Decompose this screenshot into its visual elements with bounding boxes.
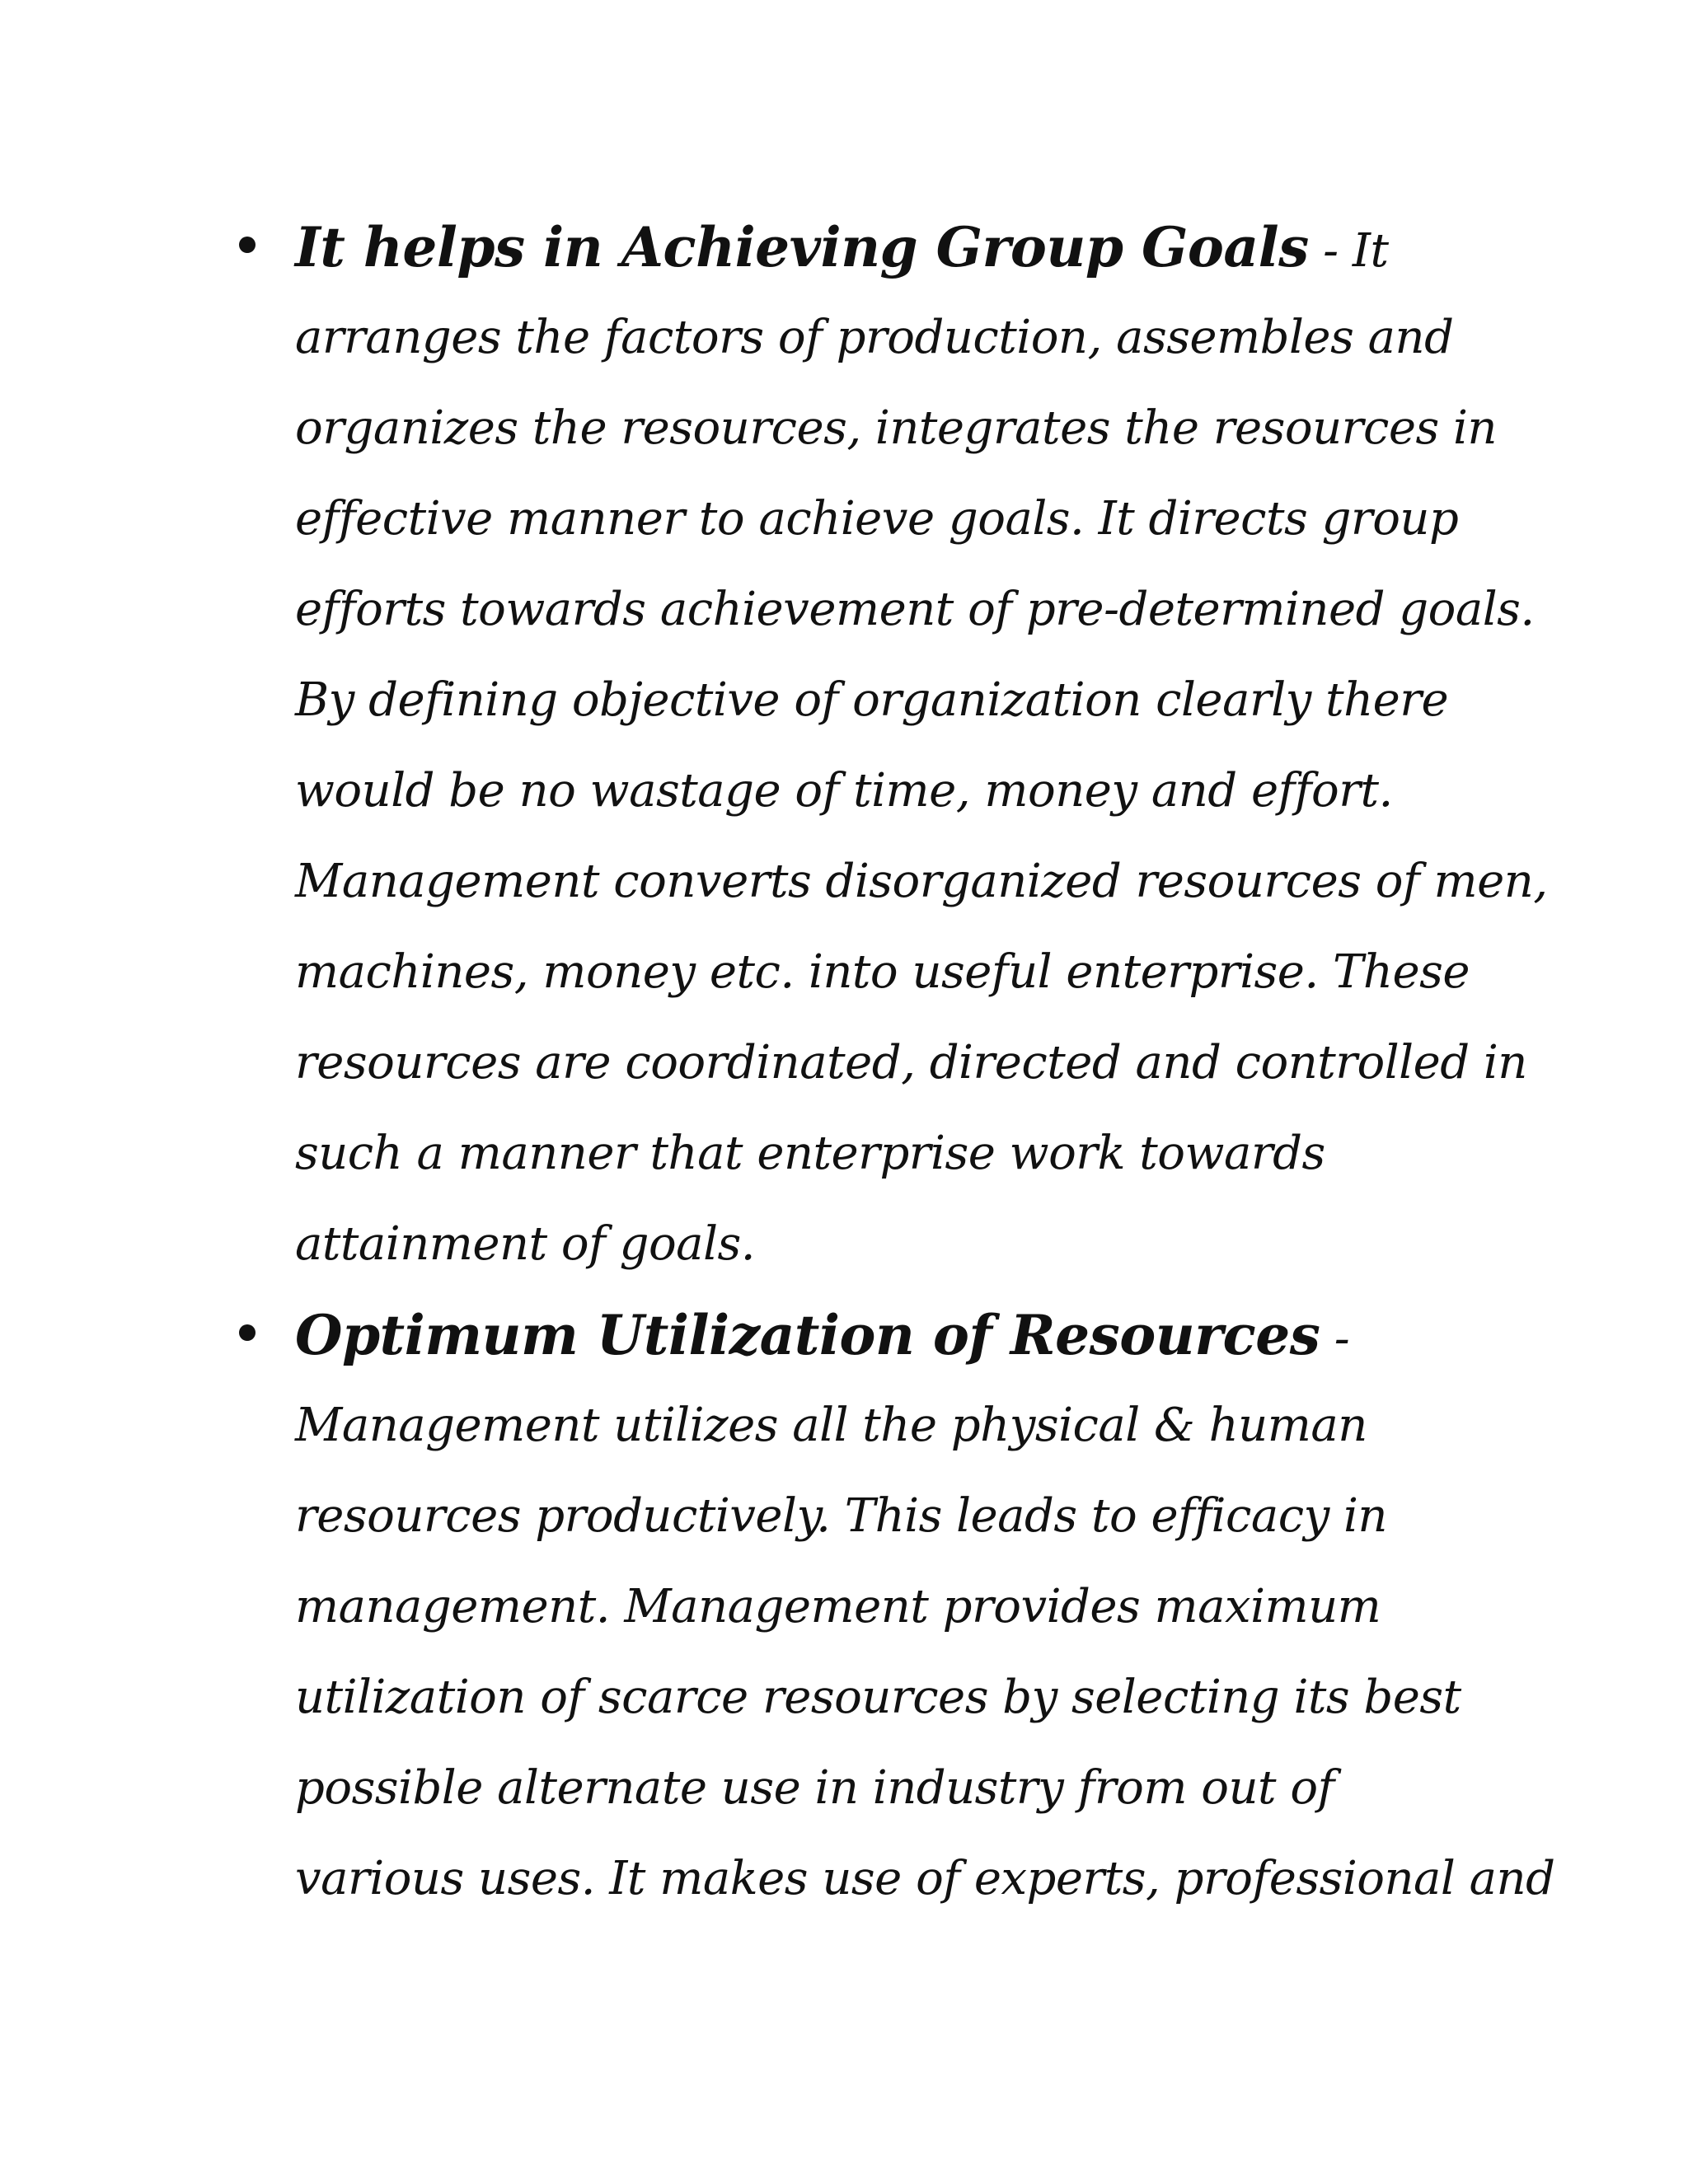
item-separator: - — [1320, 1312, 1350, 1366]
bullet-dot — [239, 1324, 256, 1341]
body-line: utilization of scarce resources by selecting its best — [295, 1671, 1461, 1724]
bullet-dot — [239, 237, 256, 253]
body-line: Management converts disorganized resources of men, — [295, 855, 1548, 908]
body-line: resources are coordinated, directed and controlled in — [295, 1036, 1527, 1090]
body-line: various uses. It makes use of experts, professional and — [295, 1852, 1555, 1905]
item-heading: It helps in Achieving Group Goals — [295, 215, 1309, 279]
body-line: By defining objective of organization clearly there — [295, 673, 1449, 727]
item-heading: Optimum Utilization of Resources — [295, 1303, 1320, 1367]
body-line: possible alternate use in industry from out of — [295, 1761, 1334, 1815]
item-heading-line — [295, 202, 1475, 293]
list-item — [239, 202, 1548, 1290]
body-line: such a manner that enterprise work towards — [295, 1127, 1325, 1180]
item-heading-tail: It — [1352, 224, 1389, 278]
body-line: effective manner to achieve goals. It directs group — [295, 492, 1459, 546]
body-line: efforts towards achievement of pre-determined goals. — [295, 583, 1535, 636]
body-line: arranges the factors of production, assembles and — [295, 311, 1454, 364]
item-heading-line — [295, 1290, 1475, 1380]
list-item — [239, 1290, 1555, 1924]
item-separator: - — [1308, 224, 1353, 278]
body-line: management. Management provides maximum — [295, 1580, 1381, 1633]
body-line: attainment of goals. — [295, 1217, 756, 1271]
body-line: machines, money etc. into useful enterprise. These — [295, 945, 1470, 999]
bullet-list — [239, 202, 1555, 1924]
body-line: organizes the resources, integrates the resources in — [295, 401, 1497, 455]
body-line: would be no wastage of time, money and effort. — [295, 764, 1393, 818]
body-line: resources productively. This leads to efficacy in — [295, 1489, 1387, 1543]
body-line: Management utilizes all the physical & human — [295, 1399, 1367, 1452]
